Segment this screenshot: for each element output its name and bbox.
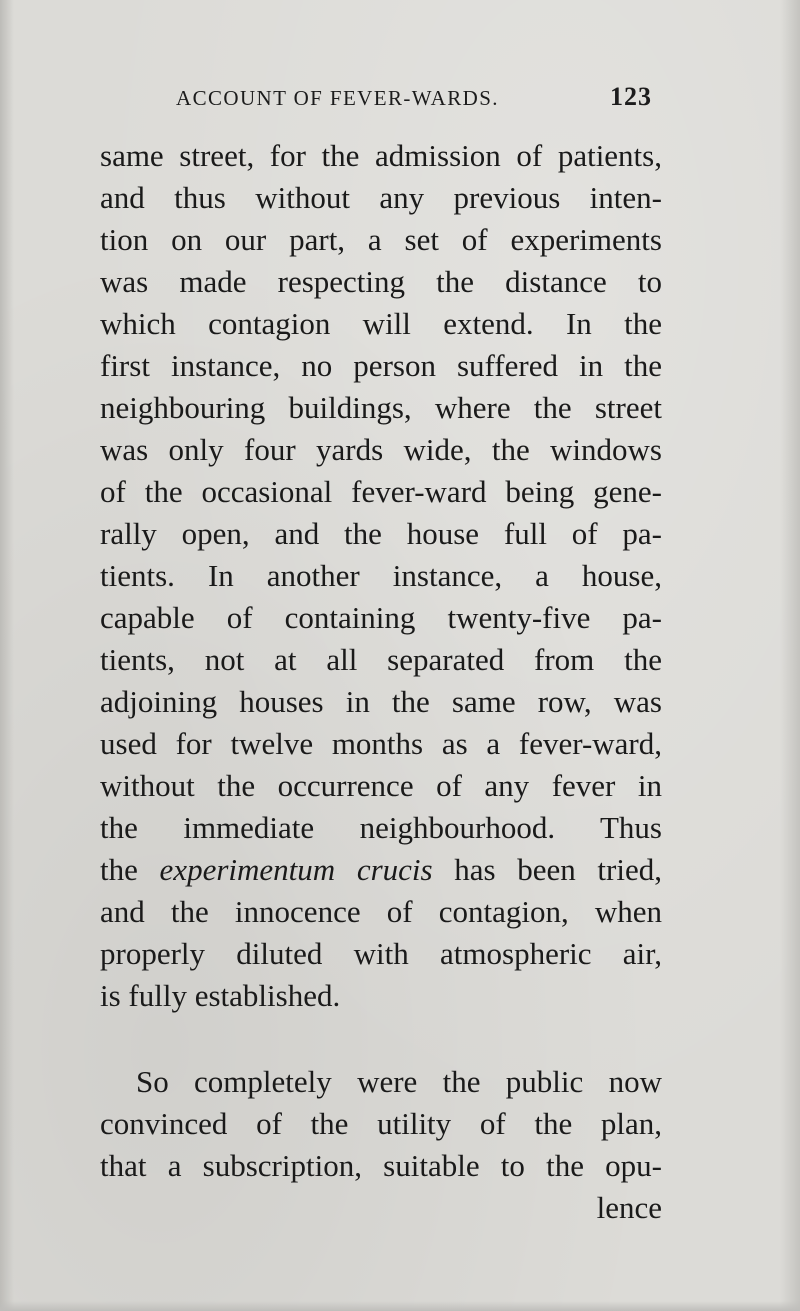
text-run: the <box>100 852 160 887</box>
text-run: has been tried, <box>432 852 662 887</box>
text-line: first instance, no person suffered in the <box>100 348 662 383</box>
page-number: 123 <box>610 82 652 111</box>
text-line: rally open, and the house full of pa- <box>100 516 662 551</box>
running-head: ACCOUNT OF FEVER-WARDS. <box>176 86 499 110</box>
text-line: properly diluted with atmospheric air, <box>100 936 662 971</box>
text-line: neighbouring buildings, where the street <box>100 390 662 425</box>
text-line: without the occurrence of any fever in <box>100 768 662 803</box>
text-line: and the innocence of contagion, when <box>100 894 662 929</box>
italic-phrase: experimentum crucis <box>159 852 433 887</box>
catchword: lence <box>596 1190 662 1225</box>
text-line: same street, for the admission of patients, <box>100 138 662 173</box>
text-line: So completely were the public now <box>136 1064 662 1099</box>
text-line: capable of containing twenty-five pa- <box>100 600 662 635</box>
text-line: tients. In another instance, a house, <box>100 558 662 593</box>
text-line: tion on our part, a set of experiments <box>100 222 662 257</box>
text-line: which contagion will extend. In the <box>100 306 662 341</box>
text-line: is fully established. <box>100 978 341 1013</box>
page-edge-shadow-left <box>0 0 14 1311</box>
page-edge-shadow-right <box>780 0 800 1311</box>
text-line: was only four yards wide, the windows <box>100 432 662 467</box>
text-line: that a subscription, suitable to the opu- <box>100 1148 662 1183</box>
text-line: and thus without any previous inten- <box>100 180 662 215</box>
text-line: tients, not at all separated from the <box>100 642 662 677</box>
text-line: convinced of the utility of the plan, <box>100 1106 662 1141</box>
text-line: adjoining houses in the same row, was <box>100 684 662 719</box>
text-line-with-italic <box>100 849 662 891</box>
page-edge-shadow-bottom <box>0 1301 800 1311</box>
text-line: was made respecting the distance to <box>100 264 662 299</box>
text-line: the immediate neighbourhood. Thus <box>100 810 662 845</box>
page-header <box>0 82 800 122</box>
text-line: of the occasional fever-ward being gene- <box>100 474 662 509</box>
text-line: used for twelve months as a fever-ward, <box>100 726 662 761</box>
